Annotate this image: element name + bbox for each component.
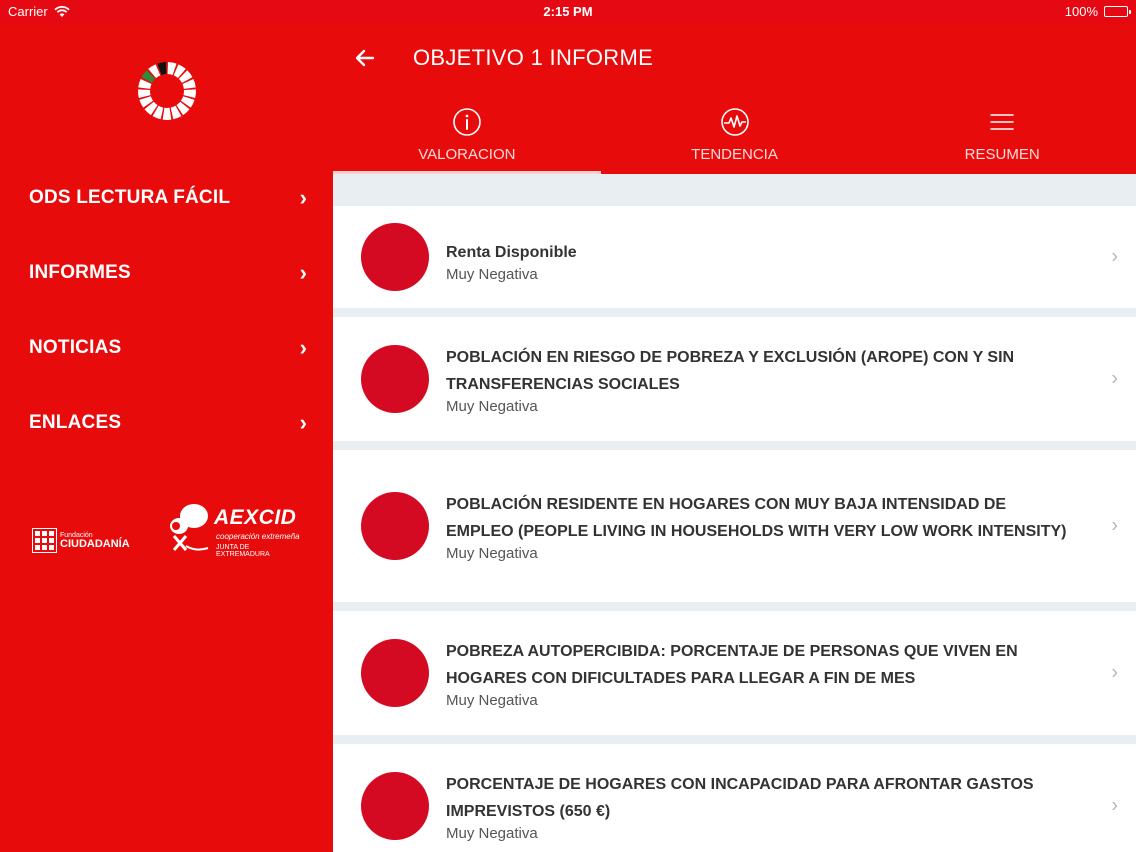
tab-label: TENDENCIA: [691, 146, 778, 163]
list-item[interactable]: [333, 317, 1136, 441]
sdg-wheel-segment: [138, 89, 150, 98]
tab-valoracion[interactable]: [333, 102, 601, 174]
list-item-title: PORCENTAJE DE HOGARES CON INCAPACIDAD PARA AFRONTAR GASTOS IMPREVISTOS (650 €): [446, 775, 1034, 820]
menu-lines-icon: [986, 106, 1018, 138]
tab-label: RESUMEN: [964, 146, 1040, 163]
aexcid-emblem-icon: [164, 496, 216, 554]
fundacion-grid-icon: [32, 528, 57, 553]
list-item-text: [446, 491, 1076, 562]
back-arrow-icon[interactable]: [353, 46, 377, 70]
list-item-title: POBLACIÓN EN RIESGO DE POBREZA Y EXCLUSIÓN (AROPE) CON Y SIN TRANSFERENCIAS SOCIALES: [446, 348, 1015, 393]
list-item-status: Muy Negativa: [446, 397, 538, 415]
sdg-wheel-logo-icon: [136, 60, 198, 122]
list-item-status: Muy Negativa: [446, 266, 538, 283]
info-icon: [451, 106, 483, 138]
list-item-status: Muy Negativa: [446, 824, 538, 842]
status-dot: [361, 345, 429, 413]
list-item-text: [446, 239, 577, 283]
list-item[interactable]: [333, 611, 1136, 735]
chevron-right-icon: ›: [299, 409, 307, 435]
status-dot: [361, 492, 429, 560]
status-dot: [361, 223, 429, 291]
tab-resumen[interactable]: [868, 102, 1136, 174]
list-item[interactable]: [333, 450, 1136, 602]
sidebar-item-noticias[interactable]: [0, 310, 333, 385]
sidebar-item-label: ENLACES: [29, 411, 122, 433]
status-time: 2:15 PM: [543, 4, 593, 19]
chevron-right-icon: ›: [1111, 514, 1118, 537]
fundacion-text: [60, 532, 130, 550]
sidebar-item-label: NOTICIAS: [29, 336, 122, 358]
sidebar: [0, 0, 333, 852]
aexcid-subtitle-2: JUNTA DE EXTREMADURA: [216, 544, 270, 558]
aexcid-logo[interactable]: [164, 496, 304, 558]
chevron-right-icon: ›: [1111, 794, 1118, 817]
chevron-right-icon: ›: [299, 334, 307, 360]
sidebar-item-enlaces[interactable]: [0, 385, 333, 460]
aexcid-subtitle: cooperación extremeña: [216, 532, 300, 541]
status-right: [1065, 4, 1128, 19]
fundacion-small-text: Fundación: [60, 531, 93, 539]
status-dot: [361, 772, 429, 840]
chevron-right-icon: ›: [299, 184, 307, 210]
sidebar-menu: [0, 160, 333, 460]
header: [333, 24, 1136, 174]
list-item-text: [446, 771, 1076, 842]
sidebar-item-ods-lectura-facil[interactable]: [0, 160, 333, 235]
sidebar-item-label: ODS LECTURA FÁCIL: [29, 186, 231, 208]
list-item[interactable]: [333, 206, 1136, 308]
sidebar-item-informes[interactable]: [0, 235, 333, 310]
tab-label: VALORACION: [418, 146, 516, 163]
indicator-list: [333, 174, 1136, 852]
list-item-text: [446, 638, 1076, 709]
chevron-right-icon: ›: [299, 259, 307, 285]
aexcid-title: AEXCID: [214, 506, 297, 529]
list-item-title: POBREZA AUTOPERCIBIDA: PORCENTAJE DE PERSONAS QUE VIVEN EN HOGARES CON DIFICULTADES PARA LLEGAR A FIN DE MES: [446, 642, 1018, 687]
fundacion-big-text: CIUDADANÍA: [60, 537, 130, 550]
chevron-right-icon: ›: [1111, 245, 1118, 268]
battery-icon: [1104, 6, 1128, 17]
sdg-wheel-segment: [184, 89, 196, 98]
list-item-title: Renta Disponible: [446, 244, 577, 261]
list-item-status: Muy Negativa: [446, 544, 538, 562]
chevron-right-icon: ›: [1111, 367, 1118, 390]
status-dot: [361, 639, 429, 707]
tab-tendencia[interactable]: [601, 102, 869, 174]
battery-percent: 100%: [1064, 4, 1098, 19]
sdg-wheel-segment: [163, 108, 172, 120]
list-item-title: POBLACIÓN RESIDENTE EN HOGARES CON MUY BAJA INTENSIDAD DE EMPLEO (PEOPLE LIVING IN HOUSEHOLDS WITH VERY LOW WORK INTENSITY): [446, 495, 1067, 540]
page-title: OBJETIVO 1 INFORME: [413, 45, 654, 70]
sidebar-item-label: INFORMES: [29, 261, 131, 283]
fundacion-ciudadania-logo[interactable]: [32, 528, 130, 553]
list-item-text: [446, 344, 1076, 415]
chevron-right-icon: ›: [1111, 661, 1118, 684]
carrier-label: Carrier: [8, 4, 48, 19]
list-item-status: Muy Negativa: [446, 691, 538, 709]
trend-icon: [719, 106, 751, 138]
list-item[interactable]: [333, 744, 1136, 852]
status-bar: [0, 0, 1136, 24]
tab-bar: [333, 102, 1136, 174]
